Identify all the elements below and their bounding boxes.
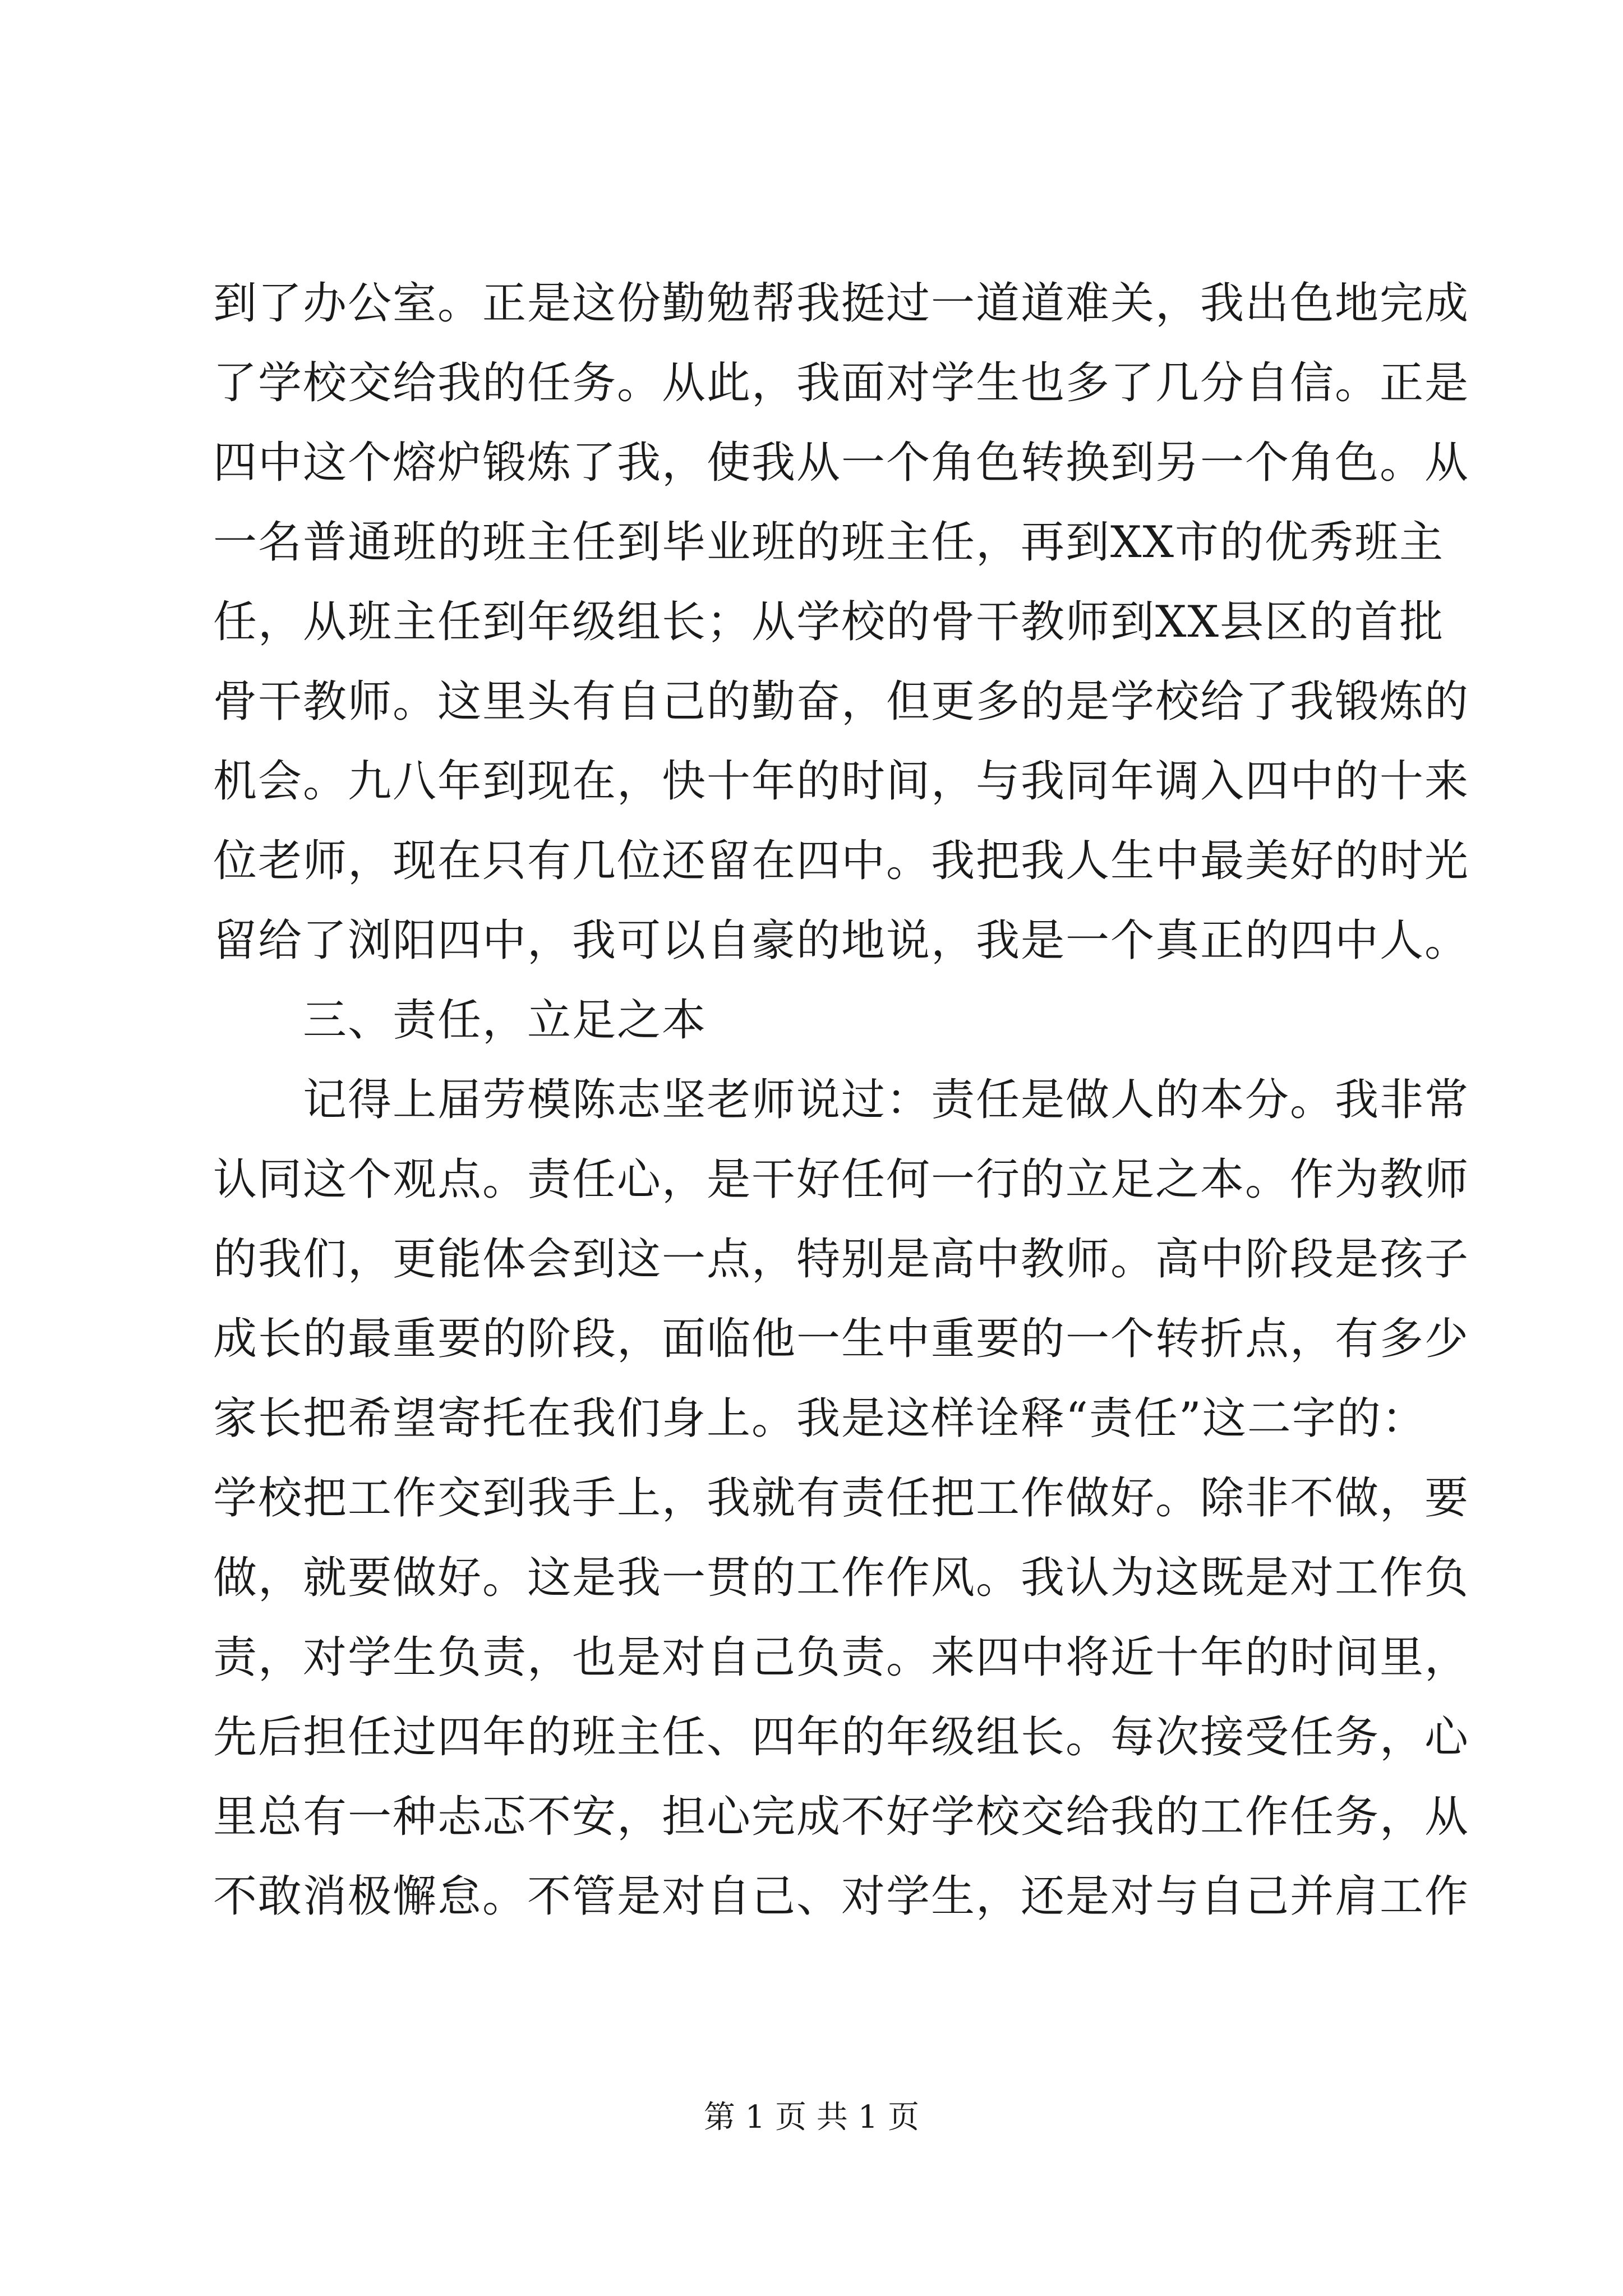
text-line: 里总有一种忐忑不安，担心完成不好学校交给我的工作任务，从: [213, 1792, 1470, 1842]
text-line: 做，就要做好。这是我一贯的工作作风。我认为这既是对工作负: [213, 1553, 1470, 1603]
text-line: 位老师，现在只有几位还留在四中。我把我人生中最美好的时光: [213, 836, 1470, 886]
text-line: 一名普通班的班主任到毕业班的班主任，再到XX市的优秀班主: [213, 517, 1445, 568]
text-line: 机会。九八年到现在，快十年的时间，与我同年调入四中的十来: [213, 756, 1470, 807]
section-heading: 三、责任，立足之本: [303, 995, 707, 1046]
text-line: 的我们，更能体会到这一点，特别是高中教师。高中阶段是孩子: [213, 1234, 1470, 1285]
text-line: 记得上届劳模陈志坚老师说过：责任是做人的本分。我非常: [303, 1075, 1470, 1125]
text-line: 责，对学生负责，也是对自己负责。来四中将近十年的时间里，: [213, 1632, 1470, 1683]
text-line: 骨干教师。这里头有自己的勤奋，但更多的是学校给了我锻炼的: [213, 677, 1470, 727]
text-line: 不敢消极懈怠。不管是对自己、对学生，还是对与自己并肩工作: [213, 1871, 1470, 1922]
text-line: 家长把希望寄托在我们身上。我是这样诠释“责任”这二字的：: [213, 1393, 1427, 1444]
text-line: 了学校交给我的任务。从此，我面对学生也多了几分自信。正是: [213, 358, 1470, 408]
document-body: [213, 264, 1470, 1936]
text-line: 任，从班主任到年级组长；从学校的骨干教师到XX县区的首批: [213, 597, 1445, 647]
text-line: 四中这个熔炉锻炼了我，使我从一个角色转换到另一个角色。从: [213, 438, 1470, 488]
text-line: 认同这个观点。责任心，是干好任何一行的立足之本。作为教师: [213, 1154, 1470, 1205]
text-line: 学校把工作交到我手上，我就有责任把工作做好。除非不做，要: [213, 1473, 1470, 1524]
text-line: 先后担任过四年的班主任、四年的年级组长。每次接受任务，心: [213, 1712, 1470, 1763]
page-footer: 第 1 页 共 1 页: [703, 2099, 920, 2136]
text-line: 留给了浏阳四中，我可以自豪的地说，我是一个真正的四中人。: [213, 915, 1470, 966]
text-line: 到了办公室。正是这份勤勉帮我挺过一道道难关，我出色地完成: [213, 278, 1470, 329]
text-line: 成长的最重要的阶段，面临他一生中重要的一个转折点，有多少: [213, 1314, 1470, 1364]
